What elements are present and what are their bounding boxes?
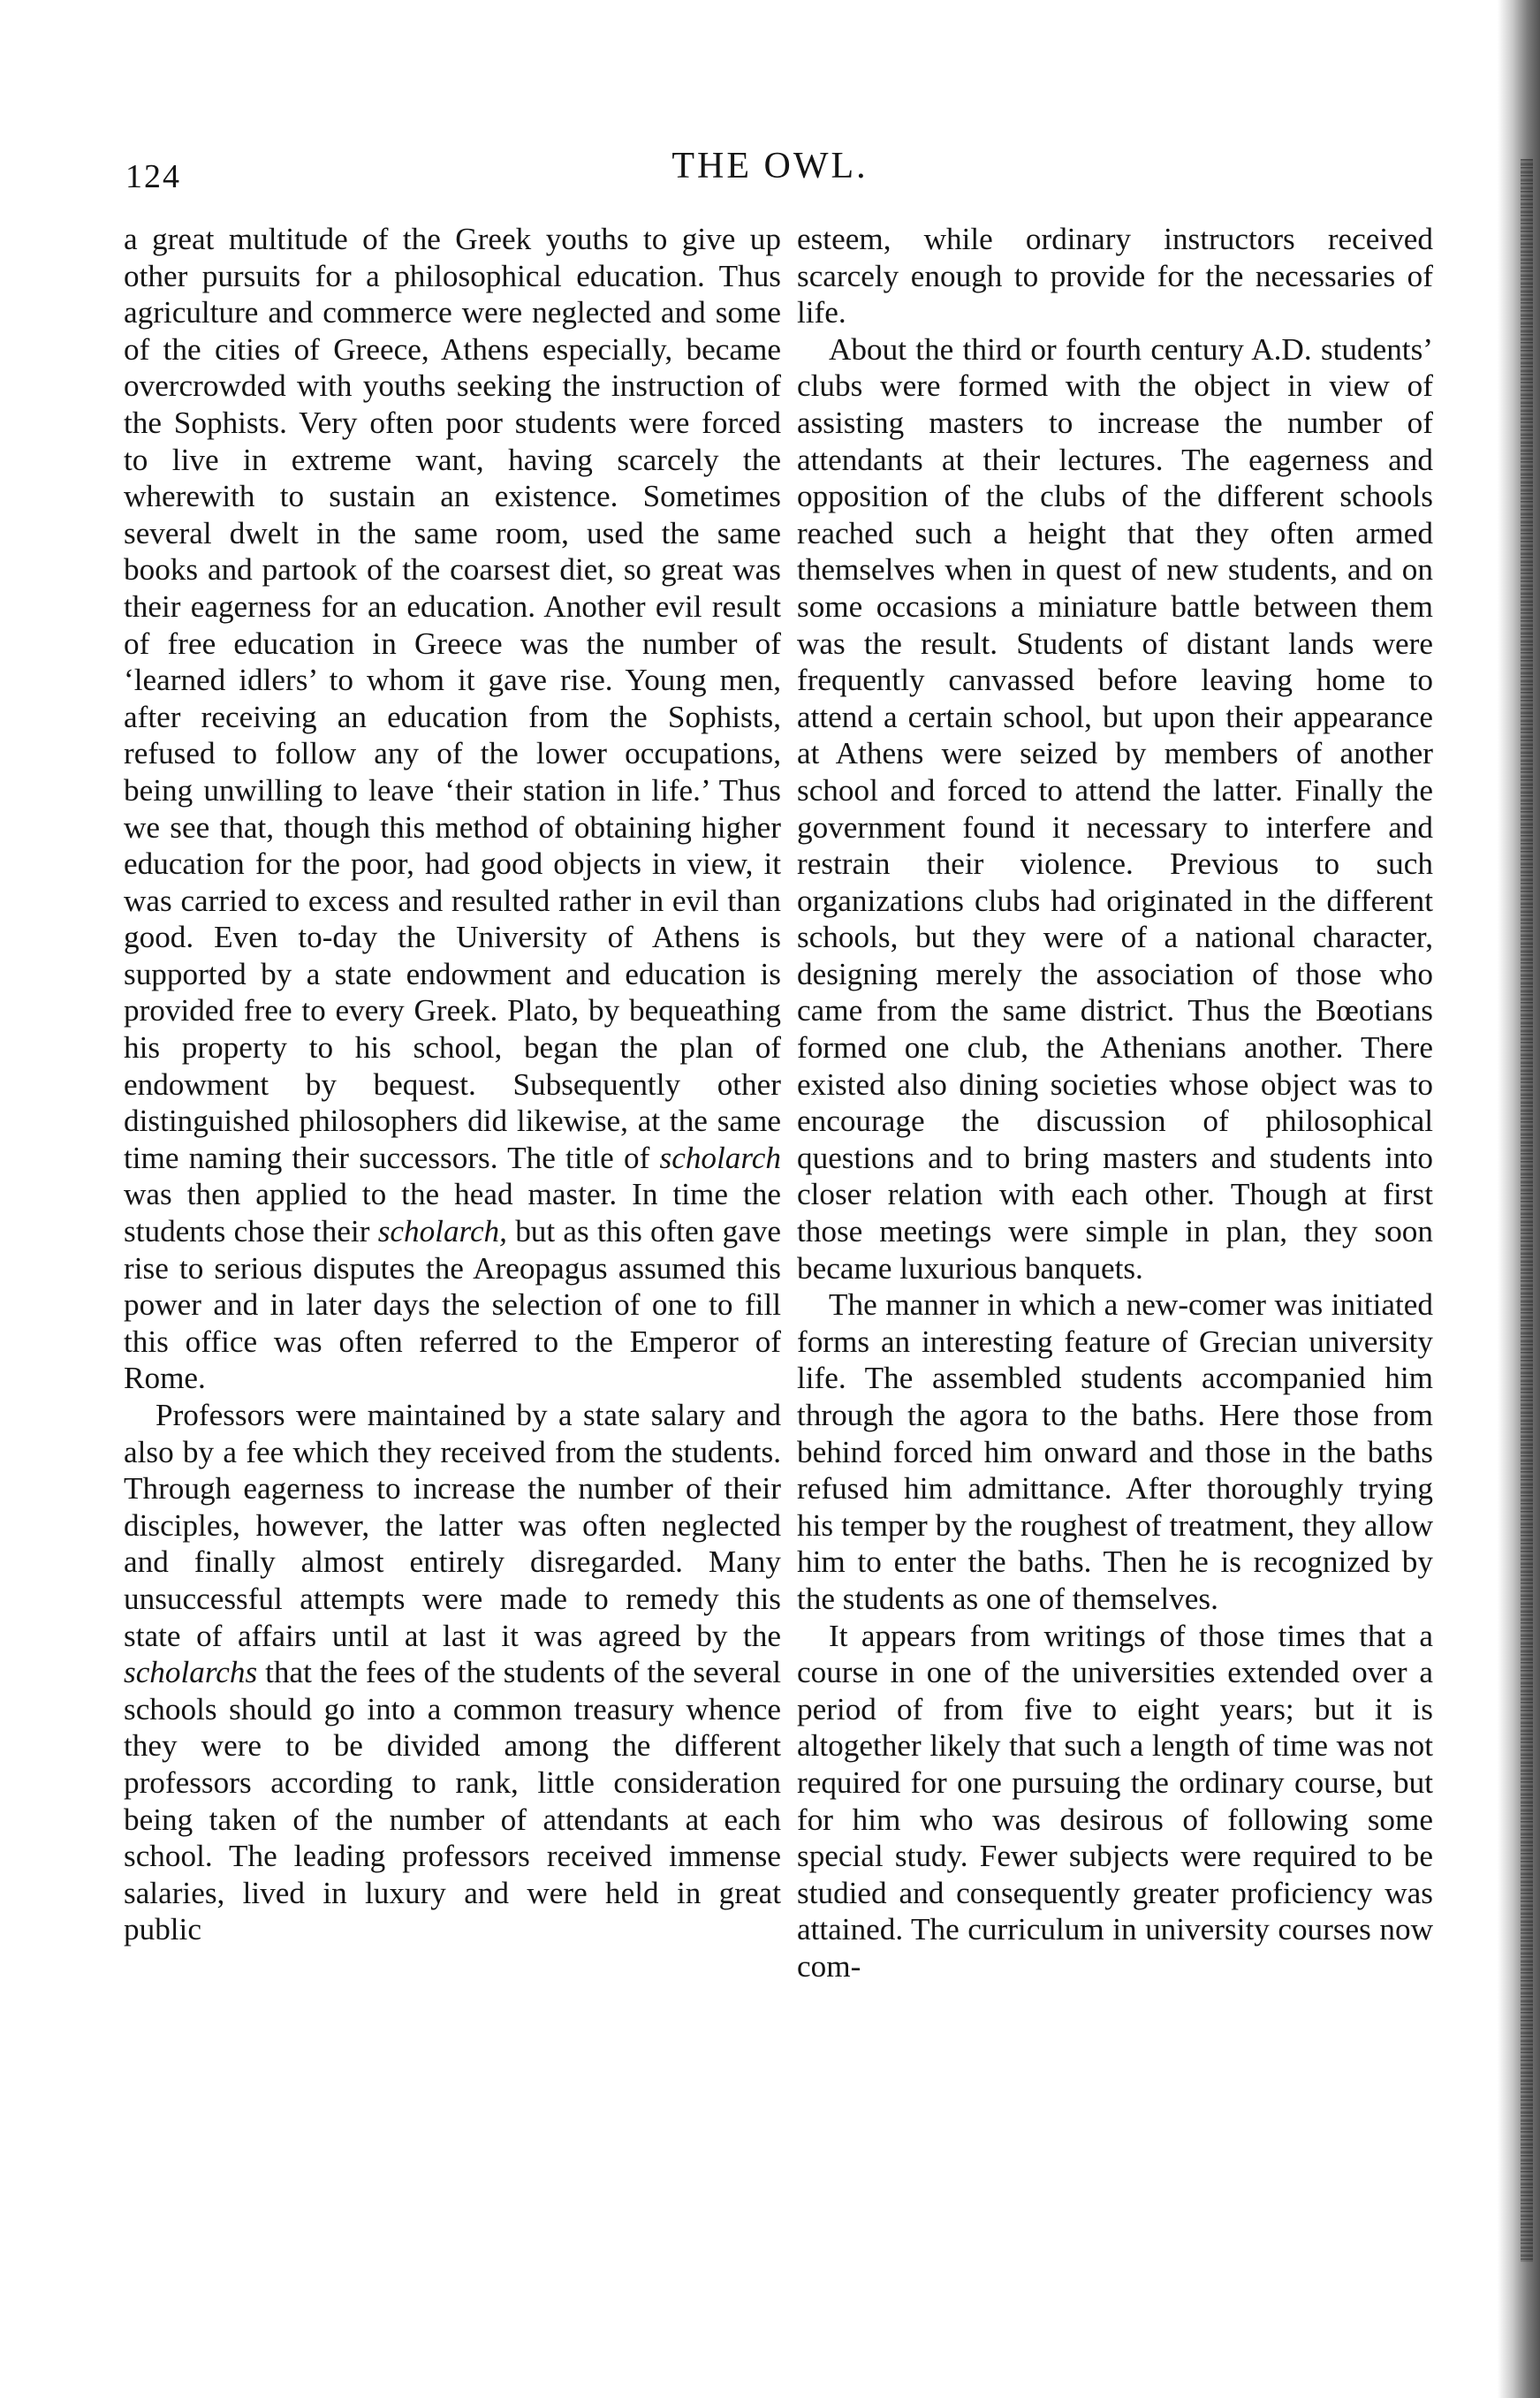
paragraph-text: was then applied to the head master. In time the students chose their: [124, 1177, 781, 1249]
page-number: 124: [125, 158, 181, 195]
running-title: THE OWL.: [671, 146, 869, 186]
right-paragraph-1: esteem, while ordinary instructors received scarcely enough to provide for the necessaries of life.: [797, 222, 1433, 330]
italic-term: scholarch,: [377, 1214, 507, 1249]
right-paragraph-3: The manner in which a new-comer was initiated forms an interesting feature of Grecian university life. The assembled students accompanied him through the agora to the baths. Here those from behind forced him onward and those in the baths refused him admittance. After thoroughly trying his temper by the roughest of treatment, they allow him to enter the baths. Then he is recognized by the students as one of themselves.: [797, 1287, 1433, 1616]
right-column: [797, 221, 1433, 1985]
italic-term: scholarch: [659, 1140, 781, 1175]
paragraph-text: that the fees of the students of the several schools should go into a common treasury whence they were to be divided among the different professors according to rank, little consideration being taken of the number of attendants at each school. The leading professors received immense salaries, lived in luxury and were held in great public: [124, 1655, 781, 1947]
left-column: [124, 221, 781, 1948]
left-paragraph-2: [124, 1397, 781, 1948]
left-paragraph-1: [124, 221, 781, 1397]
paragraph-text: Professors were maintained by a state salary and also by a fee which they received from the students. Through eagerness to increase the number of their disciples, however, the latter was often neglected and finally almost entirely disregarded. Many unsuccessful attempts were made to remedy this state of affairs until at last it was agreed by the: [124, 1398, 781, 1653]
right-paragraph-4: It appears from writings of those times that a course in one of the universities extended over a period of from five to eight years; but it is altogether likely that such a length of time was not required for one pursuing the ordinary course, but for him who was desirous of following some special study. Fewer subjects were required to be studied and consequently greater proficiency was attained. The curriculum in university courses now com-: [797, 1618, 1433, 1984]
paragraph-text: a great multitude of the Greek youths to give up other pursuits for a philosophical education. Thus agriculture and commerce were neglected and some of the cities of Greece, Athens especially, became overcrowded with youths seeking the instruction of the Sophists. Very often poor students were forced to live in extreme want, having scarcely the wherewith to sustain an existence. Sometimes several dwelt in the same room, used the same books and partook of the coarsest diet, so great was their eagerness for an education. Another evil result of free education in Greece was the number of ‘learned idlers’ to whom it gave rise. Young men, after receiving an education from the Sophists, refused to follow any of the lower occupations, being unwilling to leave ‘their station in life.’ Thus we see that, though this method of obtaining higher education for the poor, had good objects in view, it was carried to excess and resulted rather in evil than good. Even to-day the University of Athens is supported by a state endowment and education is provided free to every Greek. Plato, by bequeathing his property to his school, began the plan of endowment by bequest. Subsequently other distinguished philosophers did likewise, at the same time naming their successors. The title of: [124, 222, 781, 1175]
right-paragraph-2: About the third or fourth century A.D. students’ clubs were formed with the object in view of assisting masters to increase the number of attendants at their lectures. The eagerness and opposition of the clubs of the different schools reached such a height that they often armed themselves when in quest of new students, and on some occasions a miniature battle between them was the result. Students of distant lands were frequently canvassed before leaving home to attend a certain school, but upon their appearance at Athens were seized by members of another school and forced to attend the latter. Finally the government found it necessary to interfere and restrain their violence. Previous to such organizations clubs had originated in the different schools, but they were of a national character, designing merely the association of those who came from the same district. Thus the Bœotians formed one club, the Athenians another. There existed also dining societies whose object was to encourage the discussion of philosophical questions and to bring masters and students into closer relation with each other. Though at first those meetings were simple in plan, they soon became luxurious banquets.: [797, 331, 1433, 1286]
italic-term: scholarchs: [124, 1655, 258, 1690]
page-edge-shadow: [1498, 0, 1540, 2398]
paragraph-text: but as this often gave rise to serious disputes the Areopagus assumed this power and in later days the selection of one to fill this office was often referred to the Emperor of Rome.: [124, 1214, 782, 1396]
